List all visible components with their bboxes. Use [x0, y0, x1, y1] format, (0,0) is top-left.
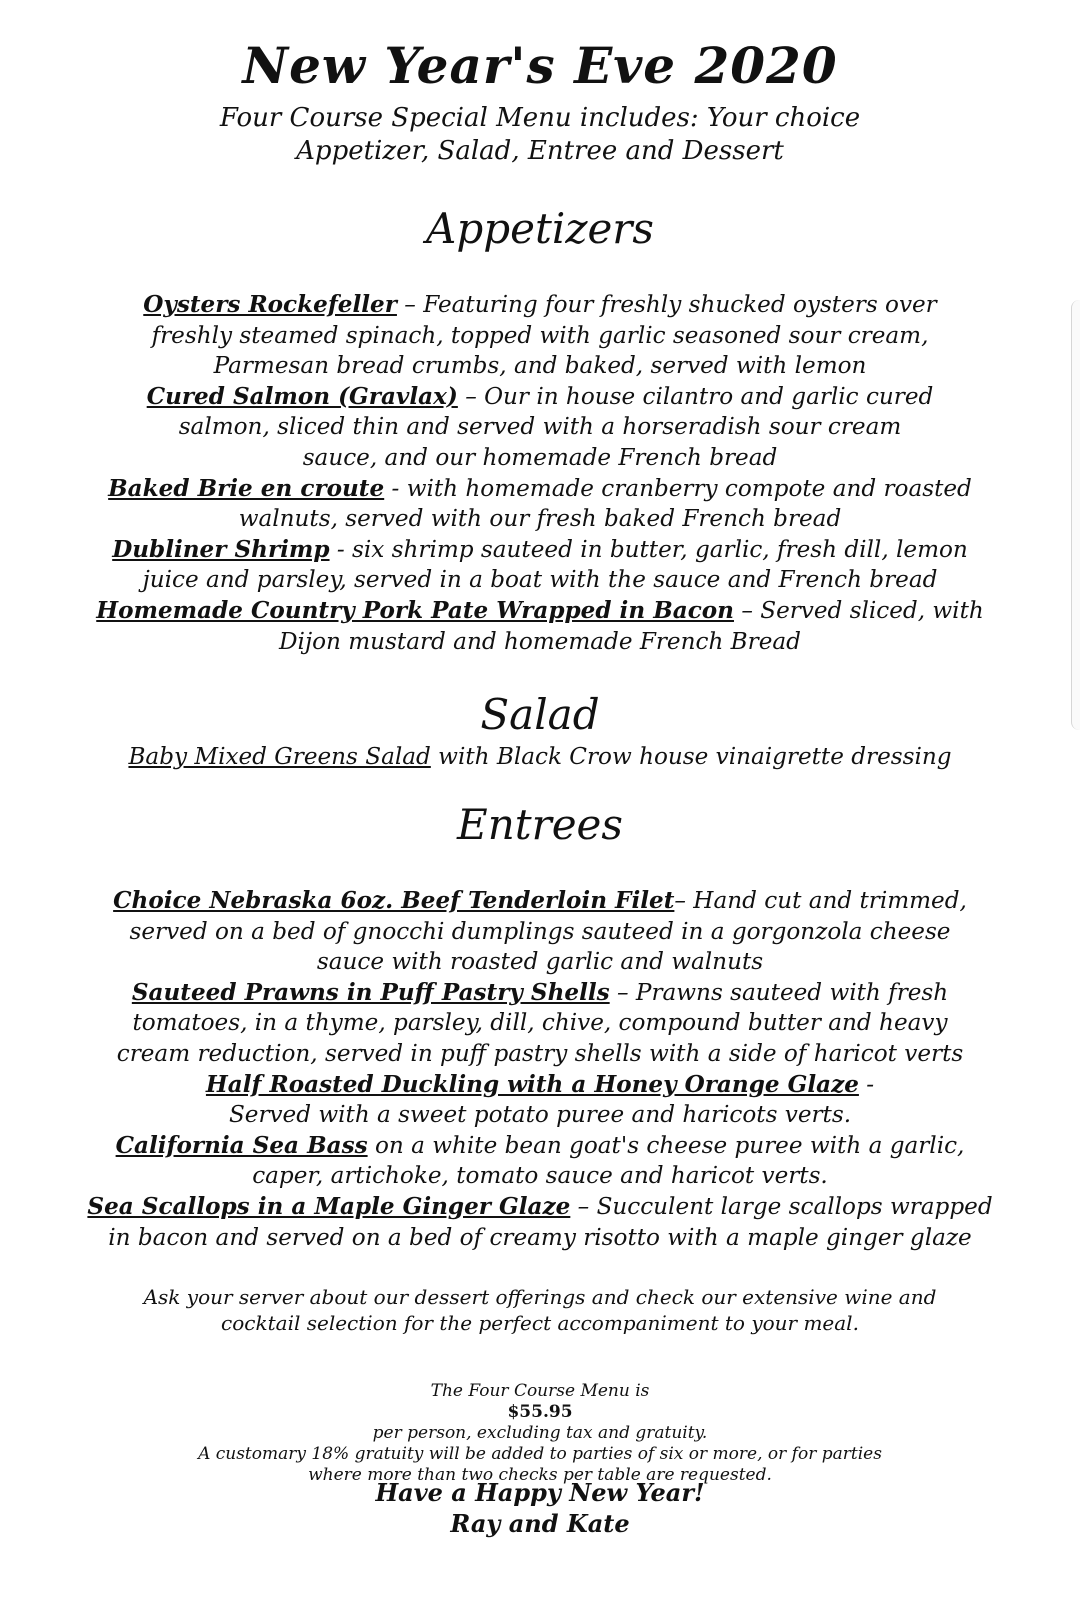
menu-item [0, 535, 1080, 596]
menu-item [0, 886, 1080, 978]
menu-item [0, 382, 1080, 474]
dish-description: freshly steamed spinach, topped with garlic seasoned sour cream, [151, 322, 929, 349]
dish-description: salmon, sliced thin and served with a horseradish sour cream [178, 414, 902, 441]
separator: – [733, 597, 761, 624]
dish-description: Dijon mustard and homemade French Bread [279, 628, 801, 655]
separator: – [674, 888, 694, 914]
separator: - [329, 536, 353, 563]
closing-message [0, 1477, 1080, 1539]
dish-description: Prawns sauteed with fresh [635, 979, 949, 1006]
menu-item [0, 1131, 1080, 1192]
dish-name: Sea Scallops in a Maple Ginger Glaze [87, 1192, 571, 1220]
page-title: New Year's Eve 2020 [242, 36, 838, 95]
dish-description: served on a bed of gnocchi dumplings sauteed in a gorgonzola cheese [129, 918, 951, 945]
dish-name: Baby Mixed Greens Salad [128, 744, 431, 770]
closing-line: Have a Happy New Year! [375, 1478, 705, 1507]
salad-item [0, 742, 1080, 773]
dish-description: on a white bean goat's cheese puree with a garlic, [374, 1132, 965, 1159]
dish-name: Homemade Country Pork Pate Wrapped in Bacon [96, 596, 734, 624]
pricing-note [0, 1381, 1080, 1486]
subtitle-line: Four Course Special Menu includes: Your choice [219, 103, 861, 133]
separator: – [570, 1193, 597, 1220]
dish-name: Dubliner Shrimp [112, 535, 330, 563]
dish-description: with homemade cranberry compote and roasted [406, 475, 972, 502]
menu-item [0, 596, 1080, 657]
dish-description: sauce with roasted garlic and walnuts [316, 949, 764, 976]
note-line: cocktail selection for the perfect accompaniment to your meal. [221, 1311, 859, 1335]
dish-description: Hand cut and trimmed, [693, 888, 967, 914]
dish-name: Choice Nebraska 6oz. Beef Tenderloin Filet [113, 887, 675, 914]
dish-description: walnuts, served with our fresh baked French bread [238, 506, 842, 533]
dish-description: cream reduction, served in puff pastry shells with a side of haricot verts [116, 1040, 964, 1067]
price-value: $55.95 [507, 1402, 573, 1422]
separator: – [457, 383, 485, 410]
pricing-suffix: per person, excluding tax and gratuity. [372, 1423, 708, 1443]
dish-name: Sauteed Prawns in Puff Pastry Shells [131, 978, 610, 1006]
salad-heading: Salad [480, 690, 600, 739]
gratuity-line: A customary 18% gratuity will be added to parties of six or more, or for parties [198, 1444, 882, 1464]
dish-description: in bacon and served on a bed of creamy risotto with a maple ginger glaze [108, 1224, 972, 1251]
separator: – [396, 292, 424, 318]
separator: - [858, 1071, 875, 1098]
dish-name: Baked Brie en croute [108, 474, 385, 502]
menu-item [0, 1070, 1080, 1131]
dish-name: California Sea Bass [115, 1131, 368, 1159]
menu-item [0, 978, 1080, 1070]
dish-description: Our in house cilantro and garlic cured [484, 383, 934, 410]
dish-name: Oysters Rockefeller [143, 291, 397, 318]
dish-description: Served with a sweet potato puree and haricots verts. [228, 1102, 852, 1129]
dish-description: juice and parsley, served in a boat with the sauce and French bread [142, 567, 938, 594]
dish-description: Succulent large scallops wrapped [596, 1193, 993, 1220]
gratuity-line: where more than two checks per table are requested. [308, 1465, 772, 1485]
dish-description: Featuring four freshly shucked oysters over [423, 292, 937, 318]
dish-description: sauce, and our homemade French bread [302, 444, 778, 471]
pricing-prefix: The Four Course Menu is [430, 1381, 650, 1401]
note-line: Ask your server about our dessert offerings and check our extensive wine and [143, 1285, 937, 1309]
entrees-heading: Entrees [457, 800, 623, 849]
separator [368, 1133, 375, 1159]
dish-name: Half Roasted Duckling with a Honey Orange Glaze [205, 1070, 859, 1098]
dish-description: Served sliced, with [760, 597, 984, 624]
appetizers-heading: Appetizers [426, 204, 654, 253]
dish-description: six shrimp sauteed in butter, garlic, fresh dill, lemon [352, 536, 968, 563]
dish-description: tomatoes, in a thyme, parsley, dill, chive, compound butter and heavy [132, 1010, 948, 1037]
menu-item [0, 1192, 1080, 1253]
menu-subtitle [0, 102, 1080, 168]
dish-description: Parmesan bread crumbs, and baked, served with lemon [213, 353, 867, 380]
separator: – [609, 979, 636, 1006]
dessert-note [0, 1284, 1080, 1336]
dish-description: caper, artichoke, tomato sauce and haricot verts. [252, 1163, 828, 1190]
entrees-list [0, 886, 1080, 1253]
signature: Ray and Kate [450, 1509, 630, 1538]
subtitle-line: Appetizer, Salad, Entree and Dessert [296, 136, 784, 166]
menu-item [0, 474, 1080, 535]
dish-description: with Black Crow house vinaigrette dressing [430, 744, 952, 770]
appetizers-list [0, 290, 1080, 657]
dish-name: Cured Salmon (Gravlax) [146, 382, 458, 410]
menu-item [0, 290, 1080, 382]
separator: - [384, 475, 407, 502]
